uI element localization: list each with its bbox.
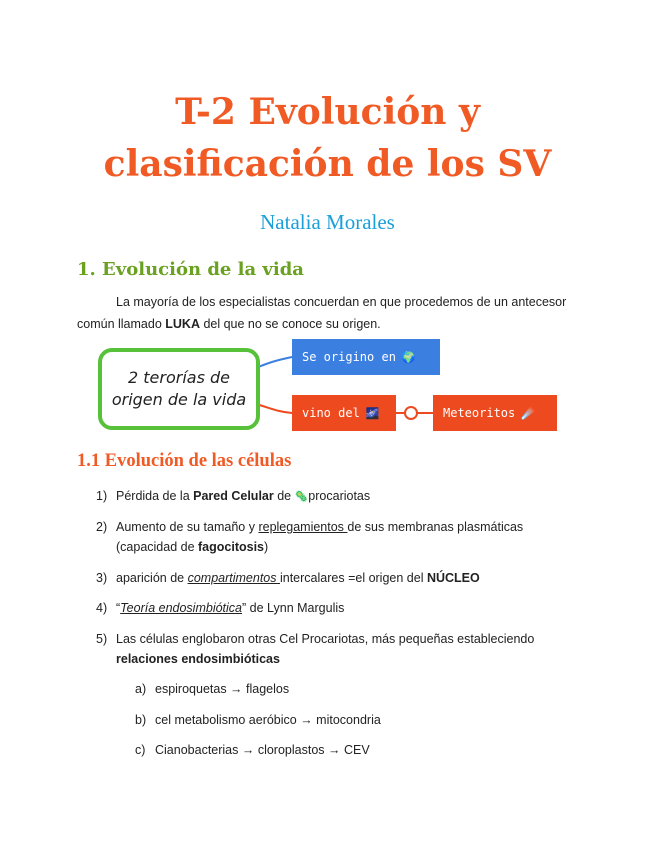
title-line-2: clasificación de los SV <box>103 143 552 185</box>
sublist-letter: a) <box>135 682 147 696</box>
author-name: Natalia Morales <box>260 210 395 234</box>
galaxy-icon: 🌌 <box>365 406 380 420</box>
item-text: ) <box>264 540 269 554</box>
list-number: 2) <box>96 520 108 534</box>
node2-label: vino del <box>302 406 360 420</box>
item-text: Las células englobaron otras Cel Procariotas, más pequeñas estableciendo <box>116 632 535 646</box>
list-number: 4) <box>96 601 108 615</box>
mindmap-central-node[interactable] <box>98 348 260 430</box>
sublist-letter: b) <box>135 713 147 727</box>
item-bold: relaciones endosimbióticas <box>116 652 280 666</box>
para-text-end: del que no se conoce su origen. <box>199 317 381 331</box>
connector-to-node1 <box>256 357 292 368</box>
para-text-start: La mayoría de los especialistas concuerdan en que procedemos de un antecesor común llamado <box>77 295 567 331</box>
item-text: Pérdida de la <box>116 489 194 503</box>
item-bold: Pared Celular <box>193 489 274 503</box>
item-text: intercalares =el origen del <box>279 571 427 585</box>
sublist-text: Cianobacterias → cloroplastos → CEV <box>155 743 370 757</box>
title-line-1: T-2 Evolución y <box>175 91 480 133</box>
item-text: ” de Lynn Margulis <box>242 601 345 615</box>
list-item <box>96 598 344 618</box>
list-item <box>96 629 576 669</box>
connector-to-node2 <box>256 404 292 413</box>
central-line-2: origen de la vida <box>111 390 247 409</box>
sublist-item <box>135 740 370 760</box>
item-text: de sus membranas plasmáticas <box>347 520 524 534</box>
item-text: (capacidad de <box>116 540 199 554</box>
item-underlined: Teoría endosimbiótica <box>120 601 243 615</box>
list-item <box>96 486 370 507</box>
list-item <box>96 568 480 588</box>
item-text: procariotas <box>308 489 371 503</box>
sublist-text: espiroquetas → flagelos <box>155 682 290 696</box>
intro-paragraph <box>77 291 587 335</box>
document-title <box>0 86 655 190</box>
item-bold: fagocitosis <box>198 540 265 554</box>
mindmap-node-meteoritos[interactable] <box>433 395 557 431</box>
item-text: aparición de <box>116 571 188 585</box>
item-underlined: replegamientos <box>258 520 348 534</box>
sublist-text: cel metabolismo aeróbico → mitocondria <box>155 713 381 727</box>
globe-icon: 🌍 <box>401 350 416 364</box>
list-item <box>96 517 566 557</box>
item-text: Aumento de su tamaño y <box>116 520 259 534</box>
bacteria-icon: 🦠 <box>294 491 309 503</box>
collapse-handle[interactable] <box>405 407 417 419</box>
para-bold-luka: LUKA <box>165 317 200 331</box>
node3-label: Meteoritos <box>443 406 516 420</box>
section-heading-evolucion-vida: 1. Evolución de la vida <box>77 259 304 280</box>
item-underlined: compartimentos <box>187 571 280 585</box>
central-line-1: 2 terorías de <box>128 368 230 387</box>
list-number: 1) <box>96 489 108 503</box>
sublist-item <box>135 710 381 730</box>
item-bold: NÚCLEO <box>426 571 480 585</box>
node1-label: Se origino en <box>302 350 396 364</box>
sublist-item <box>135 679 289 699</box>
item-text: “ <box>116 601 121 615</box>
mindmap-node-se-origino[interactable] <box>292 339 440 375</box>
list-number: 3) <box>96 571 108 585</box>
list-number: 5) <box>96 632 108 646</box>
comet-icon: ☄️ <box>521 406 535 420</box>
item-text: de <box>273 489 295 503</box>
sublist-letter: c) <box>135 743 146 757</box>
section-heading-evolucion-celulas: 1.1 Evolución de las células <box>77 451 292 471</box>
mindmap-node-vino-del[interactable] <box>292 395 396 431</box>
